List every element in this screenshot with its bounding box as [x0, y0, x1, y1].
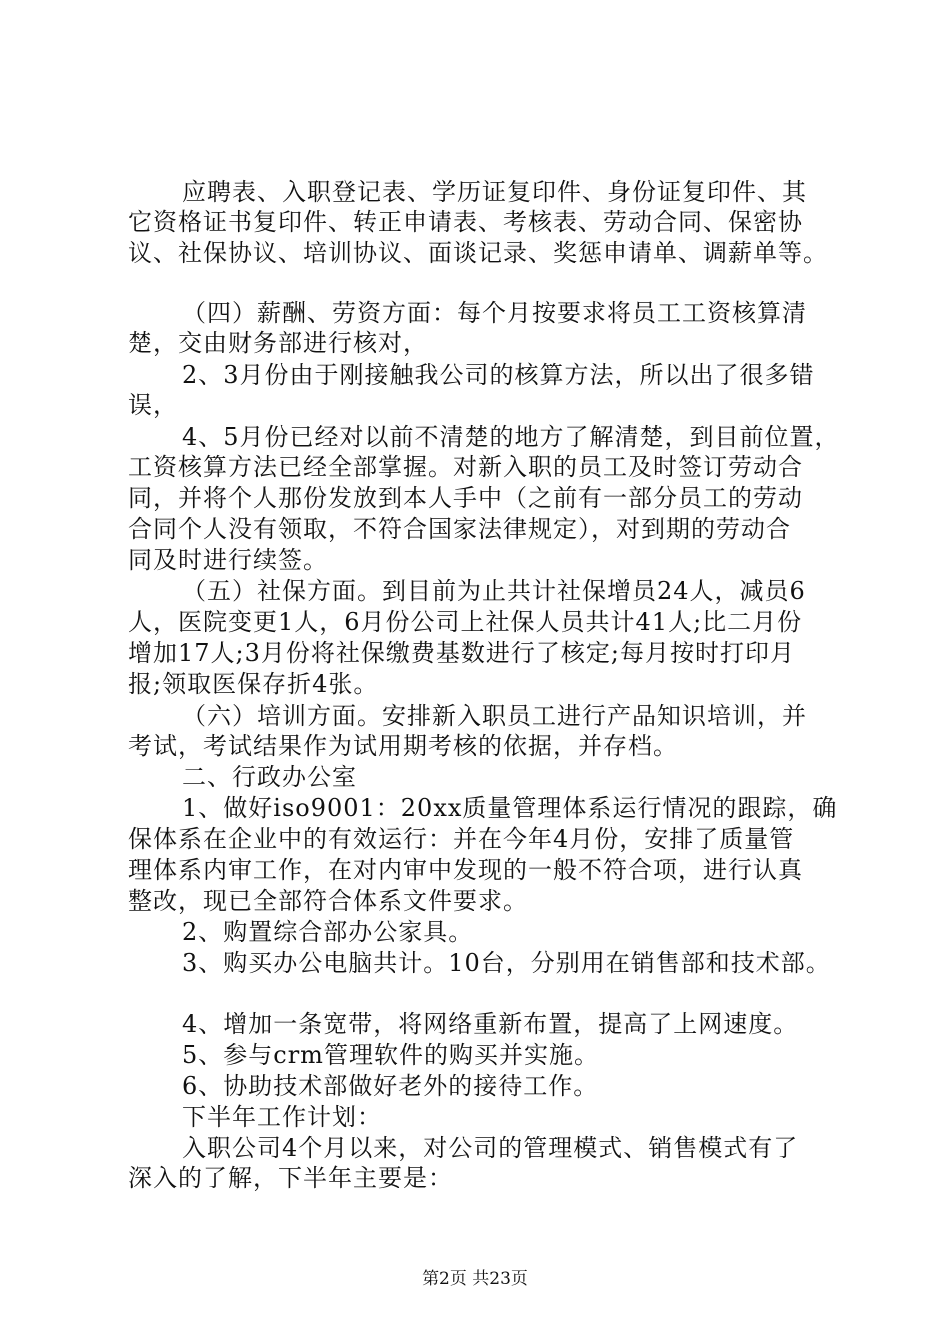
text-line: 深入的了解，下半年主要是： — [128, 1164, 453, 1192]
text-line: 它资格证书复印件、转正申请表、考核表、劳动合同、保密协 — [128, 208, 803, 236]
text-line: 考试，考试结果作为试用期考核的依据，并存档。 — [128, 732, 678, 760]
text-line: 议、社保协议、培训协议、面谈记录、奖惩申请单、调薪单等。 — [128, 239, 828, 267]
text-line: （五）社保方面。到目前为止共计社保增员24人，减员6 — [182, 577, 806, 605]
text-line: 4、5月份已经对以前不清楚的地方了解清楚，到目前位置， — [182, 423, 840, 451]
text-line: （六）培训方面。安排新入职员工进行产品知识培训，并 — [182, 702, 807, 730]
text-line: 4、增加一条宽带，将网络重新布置，提高了上网速度。 — [182, 1010, 799, 1038]
text-line: （四）薪酬、劳资方面：每个月按要求将员工工资核算清 — [182, 299, 807, 327]
text-line: 工资核算方法已经全部掌握。对新入职的员工及时签订劳动合 — [128, 453, 803, 481]
text-line: 下半年工作计划： — [182, 1103, 382, 1131]
text-line: 楚，交由财务部进行核对， — [128, 329, 428, 357]
text-line: 5、参与crm管理软件的购买并实施。 — [182, 1041, 599, 1069]
text-line: 理体系内审工作，在对内审中发现的一般不符合项，进行认真 — [128, 856, 803, 884]
text-line: 合同个人没有领取，不符合国家法律规定），对到期的劳动合 — [128, 515, 791, 543]
text-line: 同及时进行续签。 — [128, 546, 328, 574]
text-line: 2、购置综合部办公家具。 — [182, 918, 474, 946]
text-line: 2、3月份由于刚接触我公司的核算方法，所以出了很多错 — [182, 361, 815, 389]
text-line: 3、购买办公电脑共计。10台，分别用在销售部和技术部。 — [182, 949, 831, 977]
text-line: 人，医院变更1人，6月份公司上社保人员共计41人;比二月份 — [128, 608, 803, 636]
text-line: 入职公司4个月以来，对公司的管理模式、销售模式有了 — [182, 1134, 799, 1162]
text-line: 误， — [128, 391, 178, 419]
text-line: 1、做好iso9001：20xx质量管理体系运行情况的跟踪，确 — [182, 794, 838, 822]
page-footer: 第2页 共23页 — [422, 1269, 528, 1289]
text-line: 6、协助技术部做好老外的接待工作。 — [182, 1072, 599, 1100]
text-line: 报;领取医保存折4张。 — [128, 670, 379, 698]
text-line: 同，并将个人那份发放到本人手中（之前有一部分员工的劳动 — [128, 484, 803, 512]
text-line: 应聘表、入职登记表、学历证复印件、身份证复印件、其 — [182, 178, 807, 206]
text-line: 增加17人;3月份将社保缴费基数进行了核定;每月按时打印月 — [128, 639, 795, 667]
text-line: 二、行政办公室 — [182, 763, 357, 791]
text-line: 保体系在企业中的有效运行：并在今年4月份，安排了质量管 — [128, 825, 795, 853]
text-line: 整改，现已全部符合体系文件要求。 — [128, 887, 528, 915]
